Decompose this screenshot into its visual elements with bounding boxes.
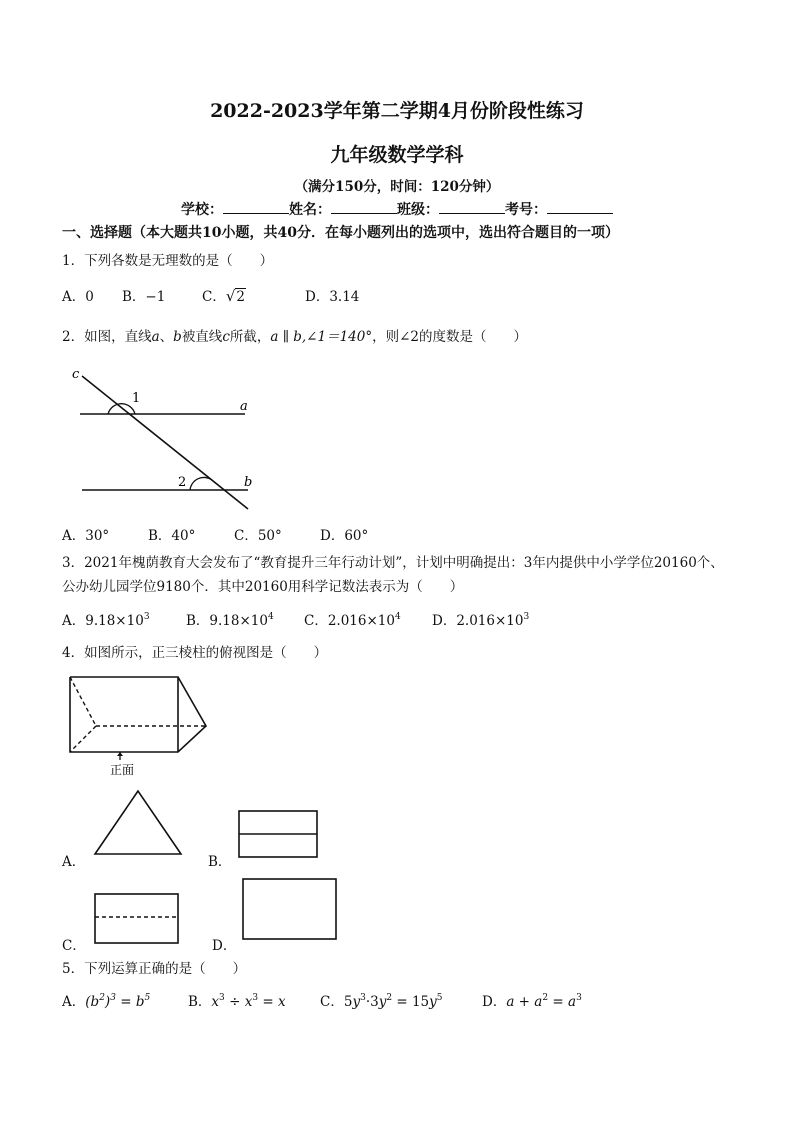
q1-option-d: D．3.14 xyxy=(305,289,360,305)
q2-option-d: D．60° xyxy=(320,528,369,544)
line-a-label: a xyxy=(240,399,248,414)
q3-b-base: B．9.18×10 xyxy=(186,613,268,629)
q3-a-exp: 3 xyxy=(143,612,150,622)
line-b-label: b xyxy=(244,475,253,490)
q3-option-b xyxy=(186,609,274,629)
q4-stem: 4．如图所示，正三棱柱的俯视图是（ ） xyxy=(62,645,328,661)
q5-option-b xyxy=(188,990,286,1010)
q3-c-exp: 4 xyxy=(394,612,401,622)
q3-option-a xyxy=(62,609,150,629)
class-label: 班级： xyxy=(397,202,439,218)
q5-b-expr: $x^3 \div x^3 = x$ xyxy=(211,993,286,1010)
q4-option-b-rect-solid xyxy=(238,810,318,860)
q1-option-b: B．−1 xyxy=(122,289,166,305)
school-blank[interactable] xyxy=(223,201,289,214)
q3-b-exp: 4 xyxy=(267,612,274,622)
q3-option-c xyxy=(304,609,401,629)
q2-option-a: A．30° xyxy=(62,528,110,544)
q2-stem-pre: 2．如图，直线 xyxy=(62,329,152,345)
q2-var-a: a xyxy=(151,329,160,345)
exam-no-blank[interactable] xyxy=(547,201,613,214)
q1-option-c-prefix: C． xyxy=(202,289,226,305)
sqrt-icon: √ xyxy=(225,287,236,305)
angle-2-label: 2 xyxy=(178,475,187,490)
q3-c-base: C．2.016×10 xyxy=(304,613,395,629)
q3-d-base: D．2.016×10 xyxy=(432,613,524,629)
q2-var-c: c xyxy=(222,329,230,345)
name-label: 姓名： xyxy=(289,202,331,218)
q5-d-label: D． xyxy=(482,994,507,1010)
q5-b-label: B． xyxy=(188,994,212,1010)
q4-option-c-rect-dashed xyxy=(94,893,180,945)
q5-stem: 5．下列运算正确的是（ ） xyxy=(62,961,247,977)
line-c-label: c xyxy=(72,367,80,382)
q5-option-a xyxy=(62,990,150,1010)
q5-a-label: A． xyxy=(62,994,86,1010)
q2-figure xyxy=(60,362,280,517)
q4-option-d-label: D． xyxy=(212,938,237,954)
q4-option-b-label: B． xyxy=(208,854,232,870)
q3-d-exp: 3 xyxy=(523,612,530,622)
q2-stem-post: ，则∠2的度数是（ ） xyxy=(372,329,527,345)
angle-2-arc xyxy=(190,477,212,490)
q5-c-expr: $5y^3\cdot 3y^2 = 15y^5$ xyxy=(343,993,443,1010)
q4-option-a-label: A． xyxy=(62,854,86,870)
q4-option-a-triangle xyxy=(92,788,184,858)
front-label: 正面 xyxy=(110,763,135,777)
q5-option-c xyxy=(320,990,443,1010)
q1-option-c xyxy=(202,285,246,305)
q2-stem-mid2: 所截， xyxy=(229,329,271,345)
q2-option-b: B．40° xyxy=(148,528,196,544)
q4-option-d-rect xyxy=(242,878,338,942)
q4-prism-figure xyxy=(64,672,214,782)
q3-option-d xyxy=(432,609,529,629)
q2-sep: 、 xyxy=(159,329,174,345)
q1-stem: 1．下列各数是无理数的是（ ） xyxy=(62,253,274,269)
page-title: 2022-2023学年第二学期4月份阶段性练习 xyxy=(210,100,584,122)
q5-option-d xyxy=(482,990,582,1010)
q2-var-b: b xyxy=(173,329,182,345)
angle-1-arc xyxy=(108,404,135,414)
q2-stem-mid: 被直线 xyxy=(181,329,223,345)
angle-1-label: 1 xyxy=(132,391,141,406)
q3-stem-line1: 3．2021年槐荫教育大会发布了“教育提升三年行动计划”，计划中明确提出：3年内提供中小学学位20160个、 xyxy=(62,555,724,571)
name-blank[interactable] xyxy=(331,201,397,214)
q3-stem-line2: 公办幼儿园学位9180个．其中20160用科学记数法表示为（ ） xyxy=(62,579,464,595)
q2-condition: a ∥ b,∠1＝140° xyxy=(270,329,373,345)
student-info-line xyxy=(0,199,794,219)
q1-option-c-radicand: 2 xyxy=(236,289,245,305)
exam-no-label: 考号： xyxy=(505,202,547,218)
q2-stem xyxy=(62,325,527,345)
school-label: 学校： xyxy=(181,202,223,218)
q5-d-expr: $a + a^2 = a^3$ xyxy=(506,993,582,1010)
q2-option-c: C．50° xyxy=(234,528,282,544)
page-subtitle: 九年级数学学科 xyxy=(330,144,464,166)
q1-option-a: A．0 xyxy=(62,289,94,305)
q5-c-label: C． xyxy=(320,994,344,1010)
section-1-title: 一、选择题（本大题共10小题，共40分．在每小题列出的选项中，选出符合题目的一项） xyxy=(62,225,619,241)
line-c xyxy=(82,376,248,509)
class-blank[interactable] xyxy=(439,201,505,214)
q4-option-c-label: C． xyxy=(62,938,86,954)
score-time-note: （满分150分，时间：120分钟） xyxy=(294,179,500,195)
q3-a-base: A．9.18×10 xyxy=(62,613,144,629)
q5-a-expr: $(b^2)^3 = b^5$ xyxy=(85,993,151,1010)
